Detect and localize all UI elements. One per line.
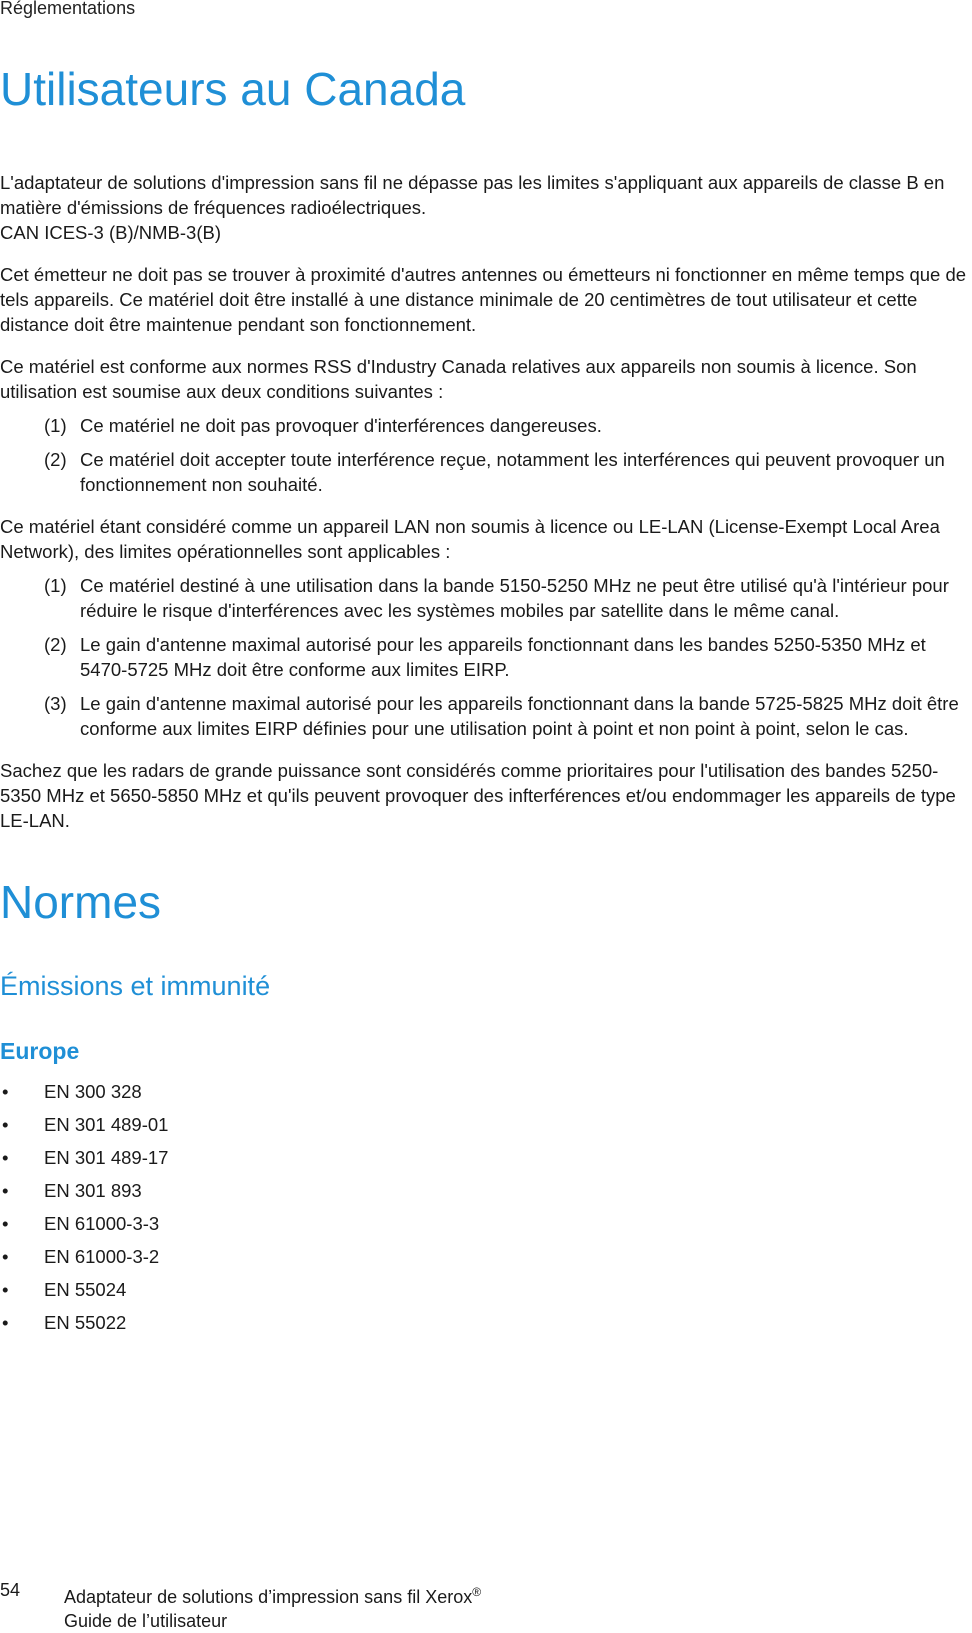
guide-name: Guide de l’utilisateur	[64, 1611, 228, 1631]
standard-code: EN 301 489-01	[44, 1114, 169, 1135]
item-text: Le gain d'antenne maximal autorisé pour les appareils fonctionnant dans la bande 5725-5825 MHz doit être conforme aux limites EIRP définies pour une utilisation point à point et non point à point, selon le cas.	[80, 693, 959, 739]
section-title-normes: Normes	[0, 876, 162, 928]
standard-code: EN 55024	[44, 1279, 127, 1300]
list-item	[0, 1244, 972, 1277]
list-item	[0, 573, 972, 623]
list-item	[0, 1211, 972, 1244]
spacer	[0, 750, 972, 758]
standard-code: EN 301 489-17	[44, 1147, 169, 1168]
item-number: (1)	[44, 575, 67, 596]
paragraph-emissions	[0, 170, 972, 245]
spacer	[0, 1002, 972, 1038]
bullet-icon: •	[2, 1246, 9, 1267]
trademark-symbol: ®	[472, 1585, 482, 1599]
bullet-icon: •	[2, 1213, 9, 1234]
bullet-icon: •	[2, 1279, 9, 1300]
list-item	[0, 447, 972, 497]
list-item	[0, 1178, 972, 1211]
paragraph-emissions-text: L'adaptateur de solutions d'impression sans fil ne dépasse pas les limites s'appliquant aux appareils de classe B en matière d'émissions de fréquences radioélectriques.	[0, 172, 945, 218]
spacer	[0, 564, 972, 573]
list-item	[0, 691, 972, 741]
section-title-canada: Utilisateurs au Canada	[0, 63, 466, 115]
spacer	[0, 931, 972, 971]
spacer	[0, 1065, 972, 1079]
subsection-title-emissions: Émissions et immunité	[0, 971, 271, 1001]
standard-code: EN 300 328	[44, 1081, 142, 1102]
list-item	[0, 1112, 972, 1145]
bullet-icon: •	[2, 1180, 9, 1201]
standard-code: EN 55022	[44, 1312, 127, 1333]
standard-code: EN 301 893	[44, 1180, 142, 1201]
bullet-icon: •	[2, 1312, 9, 1333]
item-text: Ce matériel ne doit pas provoquer d'interférences dangereuses.	[80, 415, 602, 436]
product-name: Adaptateur de solutions d’impression sans fil Xerox	[64, 1587, 473, 1607]
item-number: (2)	[44, 634, 67, 655]
standards-list	[0, 1079, 972, 1343]
limits-list	[0, 573, 972, 741]
spacer	[0, 245, 972, 262]
item-number: (2)	[44, 449, 67, 470]
item-text: Ce matériel destiné à une utilisation dans la bande 5150-5250 MHz ne peut être utilisé qu'à l'intérieur pour réduire le risque d'interférences avec les systèmes mobiles par satellite dans le même canal.	[80, 575, 949, 621]
spacer	[0, 404, 972, 413]
spacer	[0, 833, 972, 873]
item-number: (1)	[44, 415, 67, 436]
paragraph-radar: Sachez que les radars de grande puissance sont considérés comme prioritaires pour l'utilisation des bandes 5250-5350 MHz et 5650-5850 MHz et qu'ils peuvent provoquer des infterférences et/ou endommager les appareils de type LE-LAN.	[0, 760, 956, 831]
list-item	[0, 1079, 972, 1112]
standard-code: EN 61000-3-2	[44, 1246, 160, 1267]
item-text: Le gain d'antenne maximal autorisé pour les appareils fonctionnant dans les bandes 5250-5350 MHz et 5470-5725 MHz doit être conforme aux limites EIRP.	[80, 634, 926, 680]
bullet-icon: •	[2, 1114, 9, 1135]
ices-code: CAN ICES-3 (B)/NMB-3(B)	[0, 222, 221, 243]
page-number: 54	[0, 1580, 21, 1600]
spacer	[0, 118, 972, 170]
standard-code: EN 61000-3-3	[44, 1213, 160, 1234]
item-number: (3)	[44, 693, 67, 714]
spacer	[0, 506, 972, 514]
main-content	[0, 60, 972, 1343]
bullet-icon: •	[2, 1147, 9, 1168]
item-text: Ce matériel doit accepter toute interférence reçue, notamment les interférences qui peuvent provoquer un fonctionnement non souhaité.	[80, 449, 945, 495]
running-header: Réglementations	[0, 0, 136, 18]
paragraph-le-lan: Ce matériel étant considéré comme un appareil LAN non soumis à licence ou LE-LAN (License-Exempt Local Area Network), des limites opérationnelles sont applicables :	[0, 516, 940, 562]
list-item	[0, 1310, 972, 1343]
list-item	[0, 632, 972, 682]
paragraph-transmitter: Cet émetteur ne doit pas se trouver à proximité d'autres antennes ou émetteurs ni fonctionner en même temps que de tels appareils. Ce matériel doit être installé à une distance minimale de 20 centimètres de tout utilisateur et cette distance doit être maintenue pendant son fonctionnement.	[0, 264, 967, 335]
list-item	[0, 413, 972, 438]
list-item	[0, 1145, 972, 1178]
conditions-list	[0, 413, 972, 497]
footer-title	[64, 1580, 481, 1633]
paragraph-rss: Ce matériel est conforme aux normes RSS d'Industry Canada relatives aux appareils non soumis à licence. Son utilisation est soumise aux deux conditions suivantes :	[0, 356, 917, 402]
bullet-icon: •	[2, 1081, 9, 1102]
region-title-europe: Europe	[0, 1038, 80, 1064]
list-item	[0, 1277, 972, 1310]
spacer	[0, 337, 972, 354]
